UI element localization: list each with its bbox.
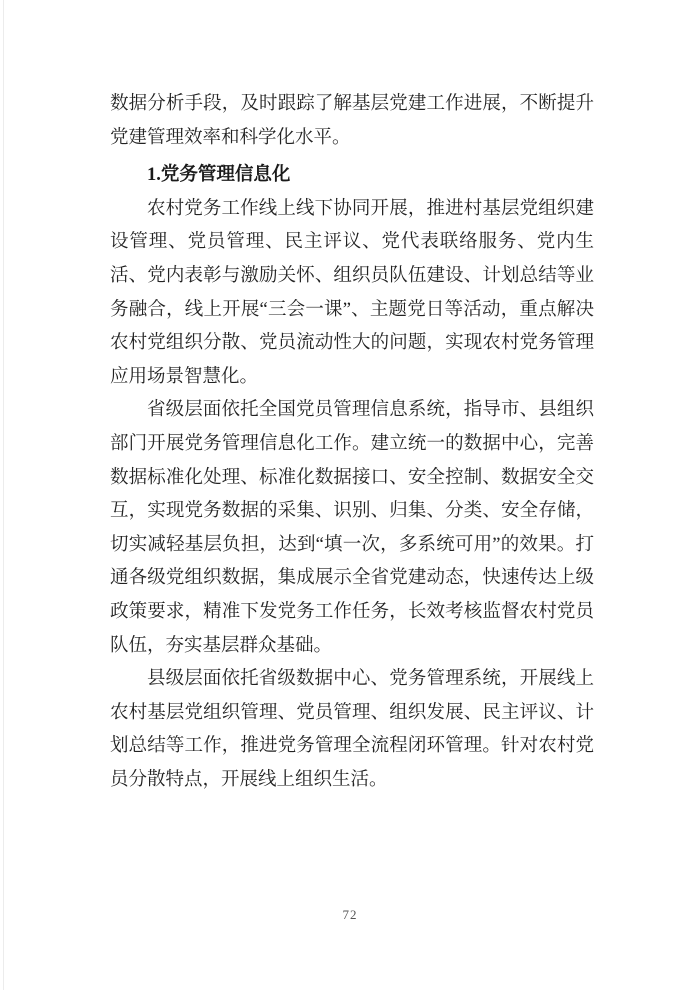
paragraph-continuation: 数据分析手段，及时跟踪了解基层党建工作进展，不断提升党建管理效率和科学化水平。 — [110, 94, 594, 148]
paragraph-provincial-level: 省级层面依托全国党员管理信息系统，指导市、县组织部门开展党务管理信息化工作。建立统一的数据中心，完善数据标准化处理、标准化数据接口、安全控制、数据安全交互，实现党务数据的采集、识别、归集、分类、安全存储，切实减轻基层负担，达到“填一次，多系统可用”的效果。打通各级党组织数据，集成展示全省党建动态，快速传达上级政策要求，精准下发党务工作任务，长效考核监督农村党员队伍，夯实基层群众基础。 — [110, 400, 594, 656]
section-heading: 1.党务管理信息化 — [147, 165, 291, 186]
paragraph-rural-party-affairs: 农村党务工作线上线下协同开展，推进村基层党组织建设管理、党员管理、民主评议、党代表联络服务、党内生活、党内表彰与激励关怀、组织员队伍建设、计划总结等业务融合，线上开展“三会一课”、主题党日等活动，重点解决农村党组织分散、党员流动性大的问题，实现农村党务管理应用场景智慧化。 — [110, 198, 594, 387]
page-content — [110, 88, 594, 797]
page-number: 72 — [342, 907, 358, 922]
page-left-edge-line — [3, 0, 4, 990]
paragraph-county-level: 县级层面依托省级数据中心、党务管理系统，开展线上农村基层党组织管理、党员管理、组织发展、民主评议、计划总结等工作，推进党务管理全流程闭环管理。针对农村党员分散特点，开展线上组织生活。 — [110, 669, 594, 790]
page-footer — [0, 906, 700, 924]
